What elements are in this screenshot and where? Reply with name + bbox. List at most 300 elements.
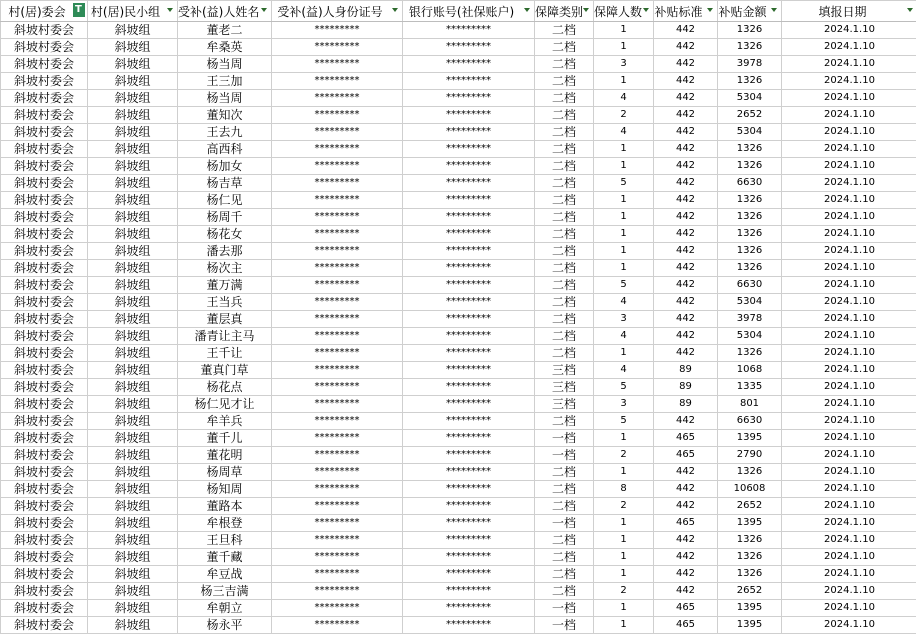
cell-subsidy-standard[interactable]: 465 bbox=[654, 600, 718, 617]
cell-bank-account[interactable]: ********* bbox=[403, 396, 535, 413]
cell-beneficiary-id[interactable]: ********* bbox=[272, 39, 403, 56]
filter-dropdown-icon[interactable] bbox=[706, 6, 715, 15]
cell-guarantee-category[interactable]: 二档 bbox=[535, 141, 594, 158]
cell-village-committee[interactable]: 斜坡村委会 bbox=[1, 209, 88, 226]
cell-bank-account[interactable]: ********* bbox=[403, 532, 535, 549]
cell-village-committee[interactable]: 斜坡村委会 bbox=[1, 158, 88, 175]
cell-bank-account[interactable]: ********* bbox=[403, 158, 535, 175]
cell-beneficiary-name[interactable]: 董真门草 bbox=[178, 362, 272, 379]
cell-beneficiary-name[interactable]: 董花明 bbox=[178, 447, 272, 464]
cell-village-committee[interactable]: 斜坡村委会 bbox=[1, 311, 88, 328]
cell-subsidy-amount[interactable]: 5304 bbox=[718, 90, 782, 107]
cell-beneficiary-id[interactable]: ********* bbox=[272, 617, 403, 634]
cell-beneficiary-id[interactable]: ********* bbox=[272, 260, 403, 277]
filter-dropdown-icon[interactable] bbox=[642, 6, 651, 15]
cell-beneficiary-id[interactable]: ********* bbox=[272, 379, 403, 396]
cell-beneficiary-id[interactable]: ********* bbox=[272, 481, 403, 498]
cell-subsidy-amount[interactable]: 6630 bbox=[718, 413, 782, 430]
cell-bank-account[interactable]: ********* bbox=[403, 175, 535, 192]
cell-beneficiary-name[interactable]: 杨次主 bbox=[178, 260, 272, 277]
cell-village-committee[interactable]: 斜坡村委会 bbox=[1, 515, 88, 532]
cell-bank-account[interactable]: ********* bbox=[403, 124, 535, 141]
cell-beneficiary-id[interactable]: ********* bbox=[272, 532, 403, 549]
cell-bank-account[interactable]: ********* bbox=[403, 345, 535, 362]
cell-guarantee-count[interactable]: 5 bbox=[594, 175, 654, 192]
cell-guarantee-count[interactable]: 1 bbox=[594, 260, 654, 277]
cell-villager-group[interactable]: 斜坡组 bbox=[88, 209, 178, 226]
cell-guarantee-count[interactable]: 3 bbox=[594, 56, 654, 73]
cell-village-committee[interactable]: 斜坡村委会 bbox=[1, 56, 88, 73]
cell-beneficiary-id[interactable]: ********* bbox=[272, 158, 403, 175]
cell-fill-date[interactable]: 2024.1.10 bbox=[782, 124, 916, 141]
cell-beneficiary-id[interactable]: ********* bbox=[272, 464, 403, 481]
cell-subsidy-amount[interactable]: 1326 bbox=[718, 22, 782, 39]
cell-subsidy-standard[interactable]: 442 bbox=[654, 328, 718, 345]
cell-villager-group[interactable]: 斜坡组 bbox=[88, 328, 178, 345]
cell-village-committee[interactable]: 斜坡村委会 bbox=[1, 583, 88, 600]
cell-fill-date[interactable]: 2024.1.10 bbox=[782, 413, 916, 430]
cell-bank-account[interactable]: ********* bbox=[403, 413, 535, 430]
filter-active-icon[interactable] bbox=[73, 3, 85, 17]
cell-fill-date[interactable]: 2024.1.10 bbox=[782, 22, 916, 39]
cell-villager-group[interactable]: 斜坡组 bbox=[88, 447, 178, 464]
cell-guarantee-count[interactable]: 1 bbox=[594, 464, 654, 481]
cell-beneficiary-name[interactable]: 董知次 bbox=[178, 107, 272, 124]
cell-subsidy-standard[interactable]: 442 bbox=[654, 294, 718, 311]
cell-beneficiary-name[interactable]: 牟羊兵 bbox=[178, 413, 272, 430]
cell-guarantee-count[interactable]: 5 bbox=[594, 379, 654, 396]
filter-dropdown-icon[interactable] bbox=[523, 6, 532, 15]
cell-villager-group[interactable]: 斜坡组 bbox=[88, 413, 178, 430]
cell-villager-group[interactable]: 斜坡组 bbox=[88, 22, 178, 39]
cell-subsidy-standard[interactable]: 442 bbox=[654, 532, 718, 549]
cell-fill-date[interactable]: 2024.1.10 bbox=[782, 532, 916, 549]
cell-villager-group[interactable]: 斜坡组 bbox=[88, 311, 178, 328]
cell-beneficiary-id[interactable]: ********* bbox=[272, 107, 403, 124]
cell-subsidy-amount[interactable]: 1326 bbox=[718, 192, 782, 209]
cell-fill-date[interactable]: 2024.1.10 bbox=[782, 328, 916, 345]
cell-fill-date[interactable]: 2024.1.10 bbox=[782, 617, 916, 634]
cell-beneficiary-id[interactable]: ********* bbox=[272, 311, 403, 328]
cell-fill-date[interactable]: 2024.1.10 bbox=[782, 311, 916, 328]
cell-bank-account[interactable]: ********* bbox=[403, 430, 535, 447]
cell-guarantee-count[interactable]: 8 bbox=[594, 481, 654, 498]
cell-subsidy-standard[interactable]: 442 bbox=[654, 311, 718, 328]
cell-beneficiary-id[interactable]: ********* bbox=[272, 345, 403, 362]
cell-subsidy-amount[interactable]: 1326 bbox=[718, 345, 782, 362]
cell-bank-account[interactable]: ********* bbox=[403, 362, 535, 379]
cell-village-committee[interactable]: 斜坡村委会 bbox=[1, 396, 88, 413]
cell-beneficiary-name[interactable]: 王当兵 bbox=[178, 294, 272, 311]
cell-village-committee[interactable]: 斜坡村委会 bbox=[1, 124, 88, 141]
cell-bank-account[interactable]: ********* bbox=[403, 617, 535, 634]
cell-beneficiary-name[interactable]: 杨吉草 bbox=[178, 175, 272, 192]
cell-fill-date[interactable]: 2024.1.10 bbox=[782, 141, 916, 158]
cell-subsidy-amount[interactable]: 801 bbox=[718, 396, 782, 413]
cell-subsidy-standard[interactable]: 442 bbox=[654, 73, 718, 90]
cell-village-committee[interactable]: 斜坡村委会 bbox=[1, 192, 88, 209]
cell-beneficiary-id[interactable]: ********* bbox=[272, 583, 403, 600]
cell-villager-group[interactable]: 斜坡组 bbox=[88, 243, 178, 260]
cell-fill-date[interactable]: 2024.1.10 bbox=[782, 243, 916, 260]
cell-villager-group[interactable]: 斜坡组 bbox=[88, 617, 178, 634]
cell-beneficiary-name[interactable]: 王千让 bbox=[178, 345, 272, 362]
cell-guarantee-category[interactable]: 二档 bbox=[535, 260, 594, 277]
cell-fill-date[interactable]: 2024.1.10 bbox=[782, 73, 916, 90]
cell-villager-group[interactable]: 斜坡组 bbox=[88, 532, 178, 549]
cell-fill-date[interactable]: 2024.1.10 bbox=[782, 379, 916, 396]
cell-guarantee-count[interactable]: 2 bbox=[594, 498, 654, 515]
cell-village-committee[interactable]: 斜坡村委会 bbox=[1, 345, 88, 362]
cell-subsidy-standard[interactable]: 442 bbox=[654, 175, 718, 192]
cell-beneficiary-name[interactable]: 董千儿 bbox=[178, 430, 272, 447]
cell-beneficiary-id[interactable]: ********* bbox=[272, 73, 403, 90]
cell-subsidy-standard[interactable]: 442 bbox=[654, 345, 718, 362]
cell-guarantee-category[interactable]: 二档 bbox=[535, 498, 594, 515]
cell-village-committee[interactable]: 斜坡村委会 bbox=[1, 549, 88, 566]
cell-beneficiary-name[interactable]: 杨三吉满 bbox=[178, 583, 272, 600]
cell-village-committee[interactable]: 斜坡村委会 bbox=[1, 566, 88, 583]
cell-guarantee-category[interactable]: 二档 bbox=[535, 243, 594, 260]
cell-beneficiary-name[interactable]: 牟豆战 bbox=[178, 566, 272, 583]
cell-guarantee-category[interactable]: 二档 bbox=[535, 328, 594, 345]
cell-bank-account[interactable]: ********* bbox=[403, 73, 535, 90]
cell-village-committee[interactable]: 斜坡村委会 bbox=[1, 294, 88, 311]
cell-bank-account[interactable]: ********* bbox=[403, 600, 535, 617]
cell-bank-account[interactable]: ********* bbox=[403, 277, 535, 294]
column-header-beneficiary-name[interactable] bbox=[178, 1, 272, 22]
cell-subsidy-standard[interactable]: 442 bbox=[654, 413, 718, 430]
cell-fill-date[interactable]: 2024.1.10 bbox=[782, 107, 916, 124]
cell-village-committee[interactable]: 斜坡村委会 bbox=[1, 226, 88, 243]
column-header-subsidy-standard[interactable] bbox=[654, 1, 718, 22]
cell-subsidy-amount[interactable]: 1326 bbox=[718, 566, 782, 583]
cell-bank-account[interactable]: ********* bbox=[403, 22, 535, 39]
cell-subsidy-amount[interactable]: 5304 bbox=[718, 294, 782, 311]
cell-bank-account[interactable]: ********* bbox=[403, 39, 535, 56]
cell-guarantee-count[interactable]: 1 bbox=[594, 141, 654, 158]
cell-guarantee-category[interactable]: 二档 bbox=[535, 481, 594, 498]
cell-subsidy-standard[interactable]: 89 bbox=[654, 396, 718, 413]
cell-guarantee-category[interactable]: 二档 bbox=[535, 345, 594, 362]
cell-bank-account[interactable]: ********* bbox=[403, 447, 535, 464]
cell-fill-date[interactable]: 2024.1.10 bbox=[782, 294, 916, 311]
cell-bank-account[interactable]: ********* bbox=[403, 294, 535, 311]
cell-bank-account[interactable]: ********* bbox=[403, 243, 535, 260]
cell-beneficiary-name[interactable]: 杨花女 bbox=[178, 226, 272, 243]
cell-beneficiary-name[interactable]: 杨当周 bbox=[178, 56, 272, 73]
filter-dropdown-icon[interactable] bbox=[770, 6, 779, 15]
cell-guarantee-category[interactable]: 二档 bbox=[535, 39, 594, 56]
cell-bank-account[interactable]: ********* bbox=[403, 379, 535, 396]
cell-guarantee-category[interactable]: 二档 bbox=[535, 464, 594, 481]
cell-fill-date[interactable]: 2024.1.10 bbox=[782, 583, 916, 600]
cell-guarantee-count[interactable]: 1 bbox=[594, 566, 654, 583]
cell-villager-group[interactable]: 斜坡组 bbox=[88, 124, 178, 141]
cell-guarantee-category[interactable]: 二档 bbox=[535, 22, 594, 39]
cell-beneficiary-name[interactable]: 潘去那 bbox=[178, 243, 272, 260]
cell-subsidy-standard[interactable]: 442 bbox=[654, 243, 718, 260]
cell-guarantee-category[interactable]: 二档 bbox=[535, 90, 594, 107]
cell-fill-date[interactable]: 2024.1.10 bbox=[782, 90, 916, 107]
cell-bank-account[interactable]: ********* bbox=[403, 260, 535, 277]
cell-villager-group[interactable]: 斜坡组 bbox=[88, 498, 178, 515]
cell-subsidy-amount[interactable]: 1326 bbox=[718, 39, 782, 56]
cell-beneficiary-id[interactable]: ********* bbox=[272, 90, 403, 107]
cell-subsidy-standard[interactable]: 442 bbox=[654, 124, 718, 141]
cell-fill-date[interactable]: 2024.1.10 bbox=[782, 396, 916, 413]
cell-village-committee[interactable]: 斜坡村委会 bbox=[1, 532, 88, 549]
cell-subsidy-standard[interactable]: 442 bbox=[654, 141, 718, 158]
cell-fill-date[interactable]: 2024.1.10 bbox=[782, 226, 916, 243]
cell-subsidy-amount[interactable]: 3978 bbox=[718, 311, 782, 328]
cell-bank-account[interactable]: ********* bbox=[403, 481, 535, 498]
cell-fill-date[interactable]: 2024.1.10 bbox=[782, 56, 916, 73]
cell-beneficiary-id[interactable]: ********* bbox=[272, 209, 403, 226]
filter-dropdown-icon[interactable] bbox=[582, 6, 591, 15]
cell-subsidy-amount[interactable]: 1326 bbox=[718, 260, 782, 277]
cell-beneficiary-id[interactable]: ********* bbox=[272, 515, 403, 532]
cell-village-committee[interactable]: 斜坡村委会 bbox=[1, 379, 88, 396]
filter-dropdown-icon[interactable] bbox=[391, 6, 400, 15]
cell-beneficiary-id[interactable]: ********* bbox=[272, 226, 403, 243]
cell-beneficiary-name[interactable]: 杨周草 bbox=[178, 464, 272, 481]
cell-fill-date[interactable]: 2024.1.10 bbox=[782, 277, 916, 294]
cell-guarantee-count[interactable]: 2 bbox=[594, 447, 654, 464]
cell-subsidy-amount[interactable]: 2652 bbox=[718, 498, 782, 515]
cell-beneficiary-name[interactable]: 王旦科 bbox=[178, 532, 272, 549]
cell-guarantee-category[interactable]: 一档 bbox=[535, 447, 594, 464]
cell-guarantee-category[interactable]: 二档 bbox=[535, 158, 594, 175]
cell-subsidy-standard[interactable]: 442 bbox=[654, 107, 718, 124]
cell-subsidy-standard[interactable]: 442 bbox=[654, 583, 718, 600]
cell-guarantee-category[interactable]: 一档 bbox=[535, 515, 594, 532]
cell-guarantee-category[interactable]: 二档 bbox=[535, 277, 594, 294]
cell-guarantee-count[interactable]: 3 bbox=[594, 311, 654, 328]
cell-bank-account[interactable]: ********* bbox=[403, 464, 535, 481]
cell-villager-group[interactable]: 斜坡组 bbox=[88, 583, 178, 600]
cell-guarantee-count[interactable]: 1 bbox=[594, 617, 654, 634]
cell-beneficiary-id[interactable]: ********* bbox=[272, 566, 403, 583]
cell-subsidy-standard[interactable]: 442 bbox=[654, 39, 718, 56]
cell-guarantee-category[interactable]: 一档 bbox=[535, 617, 594, 634]
cell-villager-group[interactable]: 斜坡组 bbox=[88, 396, 178, 413]
cell-guarantee-count[interactable]: 1 bbox=[594, 345, 654, 362]
cell-villager-group[interactable]: 斜坡组 bbox=[88, 107, 178, 124]
cell-guarantee-count[interactable]: 4 bbox=[594, 90, 654, 107]
cell-subsidy-standard[interactable]: 442 bbox=[654, 481, 718, 498]
cell-beneficiary-name[interactable]: 杨永平 bbox=[178, 617, 272, 634]
cell-guarantee-count[interactable]: 5 bbox=[594, 413, 654, 430]
cell-fill-date[interactable]: 2024.1.10 bbox=[782, 600, 916, 617]
cell-village-committee[interactable]: 斜坡村委会 bbox=[1, 22, 88, 39]
cell-bank-account[interactable]: ********* bbox=[403, 515, 535, 532]
cell-subsidy-standard[interactable]: 442 bbox=[654, 22, 718, 39]
cell-beneficiary-id[interactable]: ********* bbox=[272, 396, 403, 413]
cell-beneficiary-id[interactable]: ********* bbox=[272, 362, 403, 379]
cell-fill-date[interactable]: 2024.1.10 bbox=[782, 260, 916, 277]
cell-guarantee-category[interactable]: 二档 bbox=[535, 294, 594, 311]
cell-subsidy-amount[interactable]: 1068 bbox=[718, 362, 782, 379]
cell-guarantee-count[interactable]: 1 bbox=[594, 226, 654, 243]
cell-villager-group[interactable]: 斜坡组 bbox=[88, 56, 178, 73]
cell-fill-date[interactable]: 2024.1.10 bbox=[782, 158, 916, 175]
cell-subsidy-amount[interactable]: 1326 bbox=[718, 209, 782, 226]
cell-subsidy-amount[interactable]: 1326 bbox=[718, 226, 782, 243]
cell-beneficiary-name[interactable]: 高西科 bbox=[178, 141, 272, 158]
cell-villager-group[interactable]: 斜坡组 bbox=[88, 277, 178, 294]
cell-villager-group[interactable]: 斜坡组 bbox=[88, 566, 178, 583]
cell-beneficiary-name[interactable]: 董万满 bbox=[178, 277, 272, 294]
cell-guarantee-category[interactable]: 三档 bbox=[535, 362, 594, 379]
cell-villager-group[interactable]: 斜坡组 bbox=[88, 481, 178, 498]
cell-bank-account[interactable]: ********* bbox=[403, 498, 535, 515]
cell-subsidy-amount[interactable]: 1326 bbox=[718, 158, 782, 175]
cell-subsidy-standard[interactable]: 442 bbox=[654, 192, 718, 209]
cell-beneficiary-id[interactable]: ********* bbox=[272, 56, 403, 73]
cell-village-committee[interactable]: 斜坡村委会 bbox=[1, 413, 88, 430]
cell-fill-date[interactable]: 2024.1.10 bbox=[782, 464, 916, 481]
column-header-subsidy-amount[interactable] bbox=[718, 1, 782, 22]
cell-villager-group[interactable]: 斜坡组 bbox=[88, 294, 178, 311]
cell-villager-group[interactable]: 斜坡组 bbox=[88, 260, 178, 277]
cell-beneficiary-name[interactable]: 杨加女 bbox=[178, 158, 272, 175]
cell-subsidy-amount[interactable]: 2790 bbox=[718, 447, 782, 464]
cell-beneficiary-id[interactable]: ********* bbox=[272, 600, 403, 617]
cell-subsidy-amount[interactable]: 1395 bbox=[718, 600, 782, 617]
cell-guarantee-count[interactable]: 1 bbox=[594, 600, 654, 617]
cell-guarantee-count[interactable]: 2 bbox=[594, 107, 654, 124]
cell-bank-account[interactable]: ********* bbox=[403, 192, 535, 209]
cell-beneficiary-id[interactable]: ********* bbox=[272, 498, 403, 515]
cell-subsidy-standard[interactable]: 442 bbox=[654, 566, 718, 583]
cell-fill-date[interactable]: 2024.1.10 bbox=[782, 362, 916, 379]
cell-beneficiary-name[interactable]: 潘青让主马 bbox=[178, 328, 272, 345]
cell-subsidy-amount[interactable]: 2652 bbox=[718, 583, 782, 600]
cell-villager-group[interactable]: 斜坡组 bbox=[88, 430, 178, 447]
cell-subsidy-amount[interactable]: 3978 bbox=[718, 56, 782, 73]
cell-bank-account[interactable]: ********* bbox=[403, 566, 535, 583]
cell-village-committee[interactable]: 斜坡村委会 bbox=[1, 617, 88, 634]
cell-bank-account[interactable]: ********* bbox=[403, 107, 535, 124]
cell-beneficiary-name[interactable]: 董路本 bbox=[178, 498, 272, 515]
cell-guarantee-count[interactable]: 4 bbox=[594, 328, 654, 345]
cell-guarantee-category[interactable]: 二档 bbox=[535, 73, 594, 90]
cell-villager-group[interactable]: 斜坡组 bbox=[88, 192, 178, 209]
cell-guarantee-count[interactable]: 1 bbox=[594, 549, 654, 566]
cell-subsidy-amount[interactable]: 1326 bbox=[718, 141, 782, 158]
cell-beneficiary-name[interactable]: 董千藏 bbox=[178, 549, 272, 566]
cell-beneficiary-id[interactable]: ********* bbox=[272, 243, 403, 260]
cell-guarantee-count[interactable]: 1 bbox=[594, 192, 654, 209]
cell-villager-group[interactable]: 斜坡组 bbox=[88, 39, 178, 56]
cell-guarantee-category[interactable]: 二档 bbox=[535, 583, 594, 600]
cell-village-committee[interactable]: 斜坡村委会 bbox=[1, 141, 88, 158]
cell-village-committee[interactable]: 斜坡村委会 bbox=[1, 39, 88, 56]
cell-subsidy-amount[interactable]: 1335 bbox=[718, 379, 782, 396]
cell-guarantee-count[interactable]: 1 bbox=[594, 39, 654, 56]
cell-subsidy-amount[interactable]: 1326 bbox=[718, 73, 782, 90]
cell-beneficiary-id[interactable]: ********* bbox=[272, 22, 403, 39]
cell-subsidy-amount[interactable]: 1326 bbox=[718, 549, 782, 566]
cell-guarantee-category[interactable]: 三档 bbox=[535, 396, 594, 413]
cell-fill-date[interactable]: 2024.1.10 bbox=[782, 39, 916, 56]
column-header-village-committee[interactable] bbox=[1, 1, 88, 22]
cell-village-committee[interactable]: 斜坡村委会 bbox=[1, 107, 88, 124]
cell-subsidy-standard[interactable]: 442 bbox=[654, 56, 718, 73]
cell-guarantee-category[interactable]: 二档 bbox=[535, 175, 594, 192]
cell-village-committee[interactable]: 斜坡村委会 bbox=[1, 498, 88, 515]
cell-village-committee[interactable]: 斜坡村委会 bbox=[1, 175, 88, 192]
cell-village-committee[interactable]: 斜坡村委会 bbox=[1, 260, 88, 277]
cell-subsidy-standard[interactable]: 442 bbox=[654, 209, 718, 226]
cell-beneficiary-name[interactable]: 王三加 bbox=[178, 73, 272, 90]
cell-guarantee-category[interactable]: 二档 bbox=[535, 566, 594, 583]
cell-subsidy-standard[interactable]: 465 bbox=[654, 447, 718, 464]
cell-subsidy-standard[interactable]: 89 bbox=[654, 379, 718, 396]
cell-beneficiary-id[interactable]: ********* bbox=[272, 175, 403, 192]
cell-village-committee[interactable]: 斜坡村委会 bbox=[1, 430, 88, 447]
cell-beneficiary-name[interactable]: 牟桑英 bbox=[178, 39, 272, 56]
cell-village-committee[interactable]: 斜坡村委会 bbox=[1, 90, 88, 107]
cell-bank-account[interactable]: ********* bbox=[403, 549, 535, 566]
cell-guarantee-category[interactable]: 二档 bbox=[535, 192, 594, 209]
filter-dropdown-icon[interactable] bbox=[260, 6, 269, 15]
cell-beneficiary-name[interactable]: 杨花点 bbox=[178, 379, 272, 396]
cell-beneficiary-id[interactable]: ********* bbox=[272, 294, 403, 311]
cell-beneficiary-name[interactable]: 杨仁见才让 bbox=[178, 396, 272, 413]
cell-subsidy-standard[interactable]: 442 bbox=[654, 226, 718, 243]
cell-fill-date[interactable]: 2024.1.10 bbox=[782, 447, 916, 464]
cell-guarantee-category[interactable]: 二档 bbox=[535, 107, 594, 124]
cell-guarantee-count[interactable]: 3 bbox=[594, 396, 654, 413]
column-header-fill-date[interactable] bbox=[782, 1, 916, 22]
cell-guarantee-count[interactable]: 1 bbox=[594, 532, 654, 549]
cell-beneficiary-name[interactable]: 王去九 bbox=[178, 124, 272, 141]
cell-subsidy-standard[interactable]: 442 bbox=[654, 90, 718, 107]
cell-villager-group[interactable]: 斜坡组 bbox=[88, 226, 178, 243]
cell-guarantee-category[interactable]: 一档 bbox=[535, 430, 594, 447]
cell-villager-group[interactable]: 斜坡组 bbox=[88, 90, 178, 107]
cell-subsidy-amount[interactable]: 1326 bbox=[718, 243, 782, 260]
cell-beneficiary-name[interactable]: 牟朝立 bbox=[178, 600, 272, 617]
cell-beneficiary-id[interactable]: ********* bbox=[272, 124, 403, 141]
cell-beneficiary-id[interactable]: ********* bbox=[272, 447, 403, 464]
cell-fill-date[interactable]: 2024.1.10 bbox=[782, 515, 916, 532]
column-header-bank-account[interactable] bbox=[403, 1, 535, 22]
cell-subsidy-standard[interactable]: 442 bbox=[654, 277, 718, 294]
cell-beneficiary-id[interactable]: ********* bbox=[272, 430, 403, 447]
cell-guarantee-category[interactable]: 二档 bbox=[535, 532, 594, 549]
column-header-beneficiary-id[interactable] bbox=[272, 1, 403, 22]
cell-guarantee-category[interactable]: 二档 bbox=[535, 413, 594, 430]
cell-villager-group[interactable]: 斜坡组 bbox=[88, 141, 178, 158]
cell-bank-account[interactable]: ********* bbox=[403, 56, 535, 73]
filter-dropdown-icon[interactable] bbox=[906, 6, 915, 15]
cell-guarantee-count[interactable]: 1 bbox=[594, 22, 654, 39]
cell-village-committee[interactable]: 斜坡村委会 bbox=[1, 328, 88, 345]
cell-guarantee-category[interactable]: 二档 bbox=[535, 209, 594, 226]
cell-fill-date[interactable]: 2024.1.10 bbox=[782, 498, 916, 515]
cell-bank-account[interactable]: ********* bbox=[403, 311, 535, 328]
cell-fill-date[interactable]: 2024.1.10 bbox=[782, 192, 916, 209]
cell-village-committee[interactable]: 斜坡村委会 bbox=[1, 362, 88, 379]
cell-village-committee[interactable]: 斜坡村委会 bbox=[1, 447, 88, 464]
cell-villager-group[interactable]: 斜坡组 bbox=[88, 73, 178, 90]
cell-guarantee-count[interactable]: 2 bbox=[594, 583, 654, 600]
cell-subsidy-standard[interactable]: 442 bbox=[654, 158, 718, 175]
cell-guarantee-category[interactable]: 三档 bbox=[535, 379, 594, 396]
